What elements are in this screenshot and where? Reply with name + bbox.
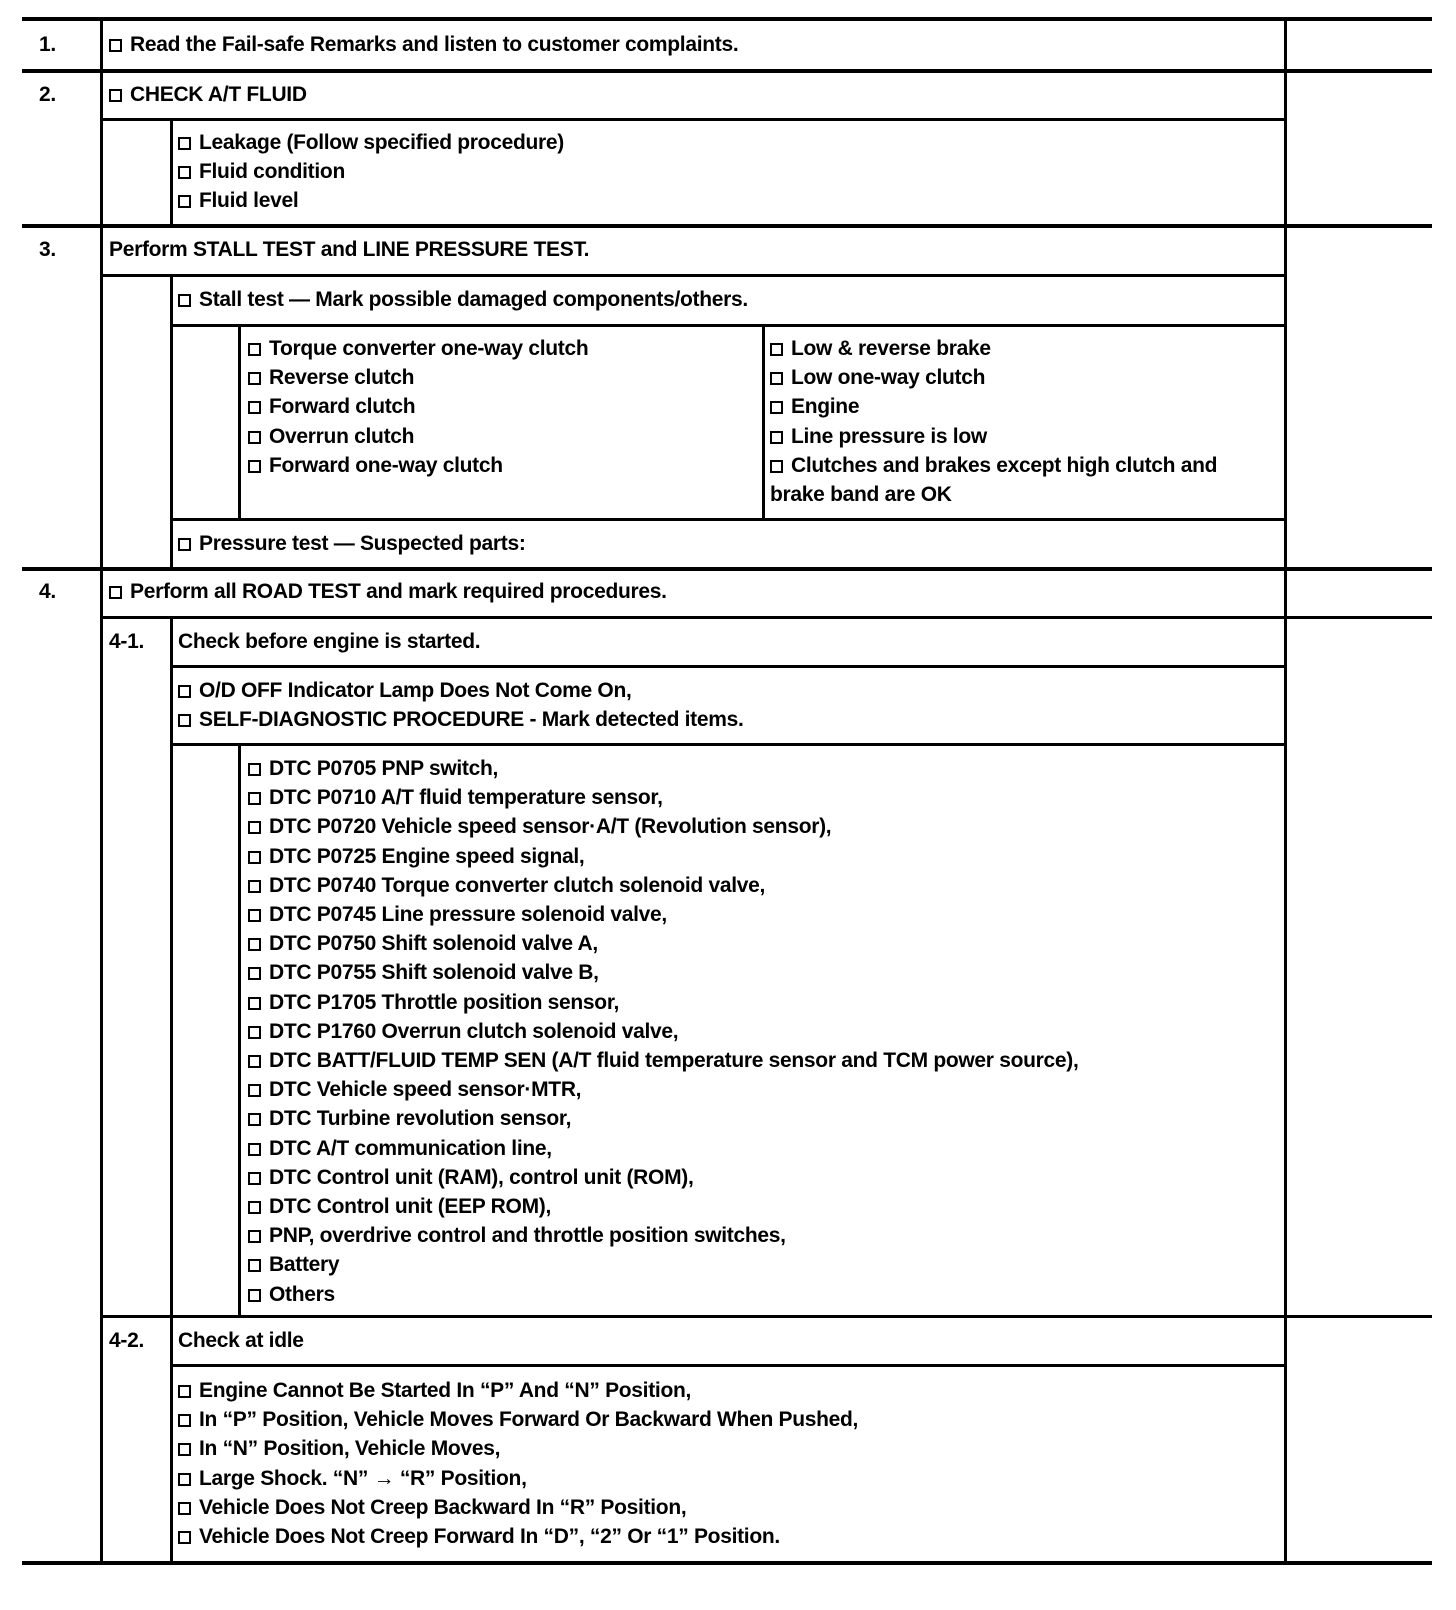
- checkbox[interactable]: [770, 460, 783, 473]
- checkbox[interactable]: [248, 1084, 261, 1097]
- step-title-label: Perform all ROAD TEST and mark required procedures.: [130, 580, 667, 603]
- checklist-item-label: Clutches and brakes except high clutch and brake band are OK: [770, 453, 1218, 506]
- checkbox[interactable]: [248, 821, 261, 834]
- checklist-item-label: Torque converter one-way clutch: [269, 337, 589, 360]
- checklist-item-label: Pressure test — Suspected parts:: [199, 532, 526, 555]
- checklist-item: [248, 451, 503, 480]
- dtc-item: [248, 1250, 339, 1279]
- dtc-item-label: DTC P0755 Shift solenoid valve B,: [269, 961, 599, 985]
- dtc-item: [248, 1017, 678, 1046]
- dtc-item-label: DTC P0710 A/T fluid temperature sensor,: [269, 786, 663, 810]
- substep-number-label: 4-2.: [109, 1329, 144, 1352]
- step-number-label: 4.: [39, 580, 56, 603]
- table-divider: [170, 118, 173, 224]
- dtc-item-label: Battery: [269, 1253, 340, 1277]
- checklist-item-label: Large Shock. “N” → “R” Position,: [199, 1466, 527, 1490]
- table-divider: [170, 616, 173, 1561]
- table-rule: [22, 567, 1432, 571]
- dtc-item: [248, 842, 584, 871]
- checklist-item-label: Vehicle Does Not Creep Backward In “R” Position,: [199, 1495, 687, 1519]
- checkbox[interactable]: [178, 1414, 191, 1427]
- checklist-item-label: SELF-DIAGNOSTIC PROCEDURE - Mark detected items.: [199, 708, 744, 732]
- checkbox[interactable]: [178, 1502, 191, 1515]
- table-rule: [22, 224, 1432, 228]
- checkbox[interactable]: [178, 1531, 191, 1544]
- checklist-item: [178, 705, 744, 734]
- checklist-item-label: Engine Cannot Be Started In “P” And “N” Position,: [199, 1379, 692, 1402]
- dtc-item-label: DTC P0740 Torque converter clutch solenoid valve,: [269, 873, 766, 897]
- checkbox[interactable]: [178, 1473, 191, 1486]
- checklist-item: [178, 1464, 527, 1493]
- checkbox[interactable]: [770, 372, 783, 385]
- dtc-item: [248, 783, 663, 812]
- checkbox[interactable]: [248, 372, 261, 385]
- checklist-item-label: Vehicle Does Not Creep Forward In “D”, “2” Or “1” Position.: [199, 1525, 780, 1548]
- dtc-item: [248, 1075, 581, 1104]
- dtc-item: [248, 1163, 694, 1192]
- table-rule: [100, 118, 1284, 121]
- checklist-item-label: Fluid level: [199, 189, 299, 213]
- checkbox[interactable]: [248, 1143, 261, 1156]
- checkbox[interactable]: [109, 586, 122, 599]
- checklist-item: [178, 1376, 691, 1405]
- checklist-item-label: Low one-way clutch: [791, 366, 986, 390]
- step-number-label: 1.: [39, 33, 56, 56]
- substep-number: [109, 1326, 144, 1355]
- checklist-item: [248, 334, 588, 363]
- checklist-item: [178, 285, 748, 314]
- table-rule: [100, 1315, 1432, 1318]
- checkbox[interactable]: [248, 851, 261, 864]
- checkbox[interactable]: [178, 1443, 191, 1456]
- dtc-item: [248, 1046, 1079, 1075]
- dtc-item: [248, 871, 765, 900]
- step-number: [39, 235, 56, 264]
- dtc-item: [248, 1221, 786, 1250]
- checkbox[interactable]: [248, 1055, 261, 1068]
- step-title: [109, 577, 667, 606]
- checkbox[interactable]: [248, 1289, 261, 1302]
- checklist-item: [178, 128, 564, 157]
- checkbox[interactable]: [178, 1385, 191, 1398]
- checklist-item-label: Stall test — Mark possible damaged components/others.: [199, 288, 748, 311]
- checkbox[interactable]: [248, 763, 261, 776]
- table-divider: [100, 17, 103, 1561]
- checkbox[interactable]: [178, 166, 191, 179]
- checkbox[interactable]: [109, 89, 122, 102]
- dtc-item: [248, 1134, 552, 1163]
- table-rule: [170, 743, 1284, 746]
- step-title-label: CHECK A/T FLUID: [130, 83, 307, 106]
- table-rule: [170, 665, 1284, 668]
- table-divider: [238, 743, 241, 1315]
- dtc-item: [248, 1104, 571, 1133]
- checklist-item: [770, 334, 1275, 363]
- checklist-item: [178, 1434, 500, 1463]
- checklist-item-label: Engine: [791, 395, 860, 419]
- checkbox[interactable]: [178, 137, 191, 150]
- dtc-item-label: DTC P0750 Shift solenoid valve A,: [269, 932, 598, 956]
- dtc-item-label: DTC A/T communication line,: [269, 1136, 552, 1160]
- checkbox[interactable]: [178, 685, 191, 698]
- dtc-item-label: DTC P0725 Engine speed signal,: [269, 844, 585, 868]
- checklist-item: [178, 186, 298, 215]
- checkbox[interactable]: [248, 460, 261, 473]
- checklist-item: [770, 451, 1275, 509]
- dtc-item-label: DTC Vehicle speed sensor·MTR,: [269, 1078, 582, 1102]
- checkbox[interactable]: [248, 997, 261, 1010]
- checkbox[interactable]: [248, 1230, 261, 1243]
- checklist-item-label: Line pressure is low: [791, 424, 987, 448]
- dtc-item: [248, 812, 831, 841]
- checkbox[interactable]: [248, 1201, 261, 1214]
- dtc-item-label: DTC P0745 Line pressure solenoid valve,: [269, 903, 667, 926]
- checklist-item: [178, 157, 345, 186]
- checklist-item: [178, 1405, 858, 1434]
- step-number: [39, 577, 56, 606]
- dtc-item-label: Others: [269, 1282, 335, 1306]
- dtc-item: [248, 754, 498, 783]
- checkbox[interactable]: [178, 195, 191, 208]
- checkbox[interactable]: [248, 1026, 261, 1039]
- checklist-item: [178, 529, 526, 558]
- checkbox[interactable]: [109, 39, 122, 52]
- dtc-item-label: DTC Control unit (RAM), control unit (ROM),: [269, 1165, 694, 1189]
- checklist-item-label: In “N” Position, Vehicle Moves,: [199, 1437, 501, 1461]
- dtc-item-label: DTC P1760 Overrun clutch solenoid valve,: [269, 1019, 679, 1043]
- checkbox[interactable]: [770, 431, 783, 444]
- checkbox[interactable]: [248, 909, 261, 922]
- checklist-item: [248, 392, 415, 421]
- checkbox[interactable]: [248, 1172, 261, 1185]
- table-divider: [1284, 17, 1287, 1561]
- checkbox[interactable]: [770, 343, 783, 356]
- checkbox[interactable]: [248, 967, 261, 980]
- dtc-item-label: DTC P0705 PNP switch,: [269, 757, 499, 780]
- checklist-item: [770, 363, 1275, 392]
- step-number: [39, 80, 56, 109]
- checklist-item: [248, 422, 414, 451]
- dtc-item-label: DTC P1705 Throttle position sensor,: [269, 990, 620, 1014]
- step-number: [39, 30, 56, 59]
- dtc-item: [248, 900, 667, 929]
- dtc-item: [248, 929, 598, 958]
- dtc-item-label: DTC Turbine revolution sensor,: [269, 1107, 572, 1131]
- table-rule: [22, 1561, 1432, 1565]
- substep-number: [109, 627, 144, 656]
- checkbox[interactable]: [248, 1259, 261, 1272]
- checklist-item: [770, 422, 1275, 451]
- checklist-item-label: Read the Fail-safe Remarks and listen to customer complaints.: [130, 33, 739, 56]
- dtc-item: [248, 1280, 335, 1309]
- table-divider: [762, 324, 765, 518]
- checklist-item: [178, 676, 632, 705]
- step-title: [109, 80, 307, 109]
- table-rule: [170, 518, 1284, 521]
- table-divider: [170, 274, 173, 567]
- checklist-item-label: Leakage (Follow specified procedure): [199, 131, 564, 154]
- checklist-item-label: In “P” Position, Vehicle Moves Forward Or Backward When Pushed,: [199, 1408, 859, 1432]
- table-rule: [22, 17, 1432, 21]
- step-number-label: 3.: [39, 238, 56, 261]
- checklist-item-label: Overrun clutch: [269, 424, 415, 448]
- checkbox[interactable]: [248, 343, 261, 356]
- table-rule: [170, 324, 1284, 327]
- checklist-item: [248, 363, 414, 392]
- dtc-item: [248, 1192, 551, 1221]
- table-divider: [238, 324, 241, 518]
- checklist-item: [178, 1493, 686, 1522]
- table-rule: [22, 69, 1432, 73]
- dtc-item: [248, 958, 599, 987]
- substep-title-label: Check before engine is started.: [178, 630, 481, 653]
- checkbox[interactable]: [178, 714, 191, 727]
- substep-title: [178, 627, 480, 656]
- checkbox[interactable]: [248, 401, 261, 414]
- checklist-item-label: Forward clutch: [269, 395, 416, 419]
- checklist-item-label: Forward one-way clutch: [269, 453, 503, 477]
- checkbox[interactable]: [248, 938, 261, 951]
- substep-title: [178, 1326, 304, 1355]
- checkbox[interactable]: [770, 401, 783, 414]
- checklist-item-label: O/D OFF Indicator Lamp Does Not Come On,: [199, 679, 632, 702]
- step-title: [109, 235, 589, 264]
- substep-title-label: Check at idle: [178, 1329, 304, 1352]
- table-rule: [100, 274, 1284, 277]
- dtc-item-label: DTC P0720 Vehicle speed sensor·A/T (Revolution sensor),: [269, 815, 832, 839]
- checklist-item-label: Low & reverse brake: [791, 337, 991, 360]
- checklist-item: [770, 392, 1275, 421]
- dtc-item: [248, 988, 619, 1017]
- step-title-label: Perform STALL TEST and LINE PRESSURE TEST.: [109, 238, 590, 261]
- checklist-item-label: Fluid condition: [199, 160, 345, 184]
- substep-number-label: 4-1.: [109, 630, 144, 653]
- checkbox[interactable]: [178, 538, 191, 551]
- checkbox[interactable]: [248, 1113, 261, 1126]
- checkbox[interactable]: [248, 880, 261, 893]
- checkbox[interactable]: [248, 792, 261, 805]
- dtc-item-label: PNP, overdrive control and throttle position switches,: [269, 1224, 786, 1248]
- checkbox[interactable]: [178, 294, 191, 307]
- checklist-item-label: Reverse clutch: [269, 366, 415, 390]
- checklist-item: [109, 30, 738, 59]
- table-rule: [100, 616, 1432, 619]
- step-number-label: 2.: [39, 83, 56, 106]
- dtc-item-label: DTC Control unit (EEP ROM),: [269, 1195, 551, 1218]
- checklist-item: [178, 1522, 780, 1551]
- table-rule: [170, 1364, 1284, 1367]
- dtc-item-label: DTC BATT/FLUID TEMP SEN (A/T fluid temperature sensor and TCM power source),: [269, 1049, 1079, 1072]
- checkbox[interactable]: [248, 431, 261, 444]
